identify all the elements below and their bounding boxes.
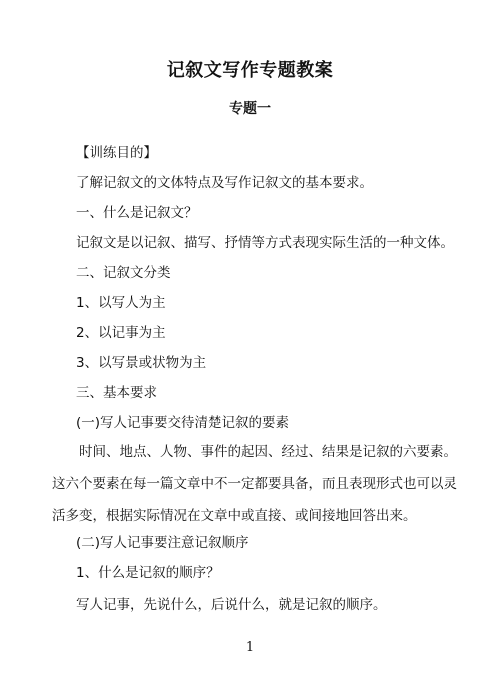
text-line: 了解记叙文的文体特点及写作记叙文的基本要求。 — [76, 175, 373, 191]
subsection-heading: (一)写人记事要交待清楚记叙的要素 — [76, 415, 290, 431]
section-heading-requirements: 三、基本要求 — [76, 385, 157, 401]
section-heading-categories: 二、记叙文分类 — [76, 265, 171, 281]
document-subtitle: 专题一 — [229, 101, 271, 117]
subsection-heading: (二)写人记事要注意记叙顺序 — [76, 535, 249, 551]
text-line: 写人记事，先说什么，后说什么，就是记叙的顺序。 — [76, 597, 387, 613]
document-title: 记叙文写作专题教案 — [166, 60, 334, 81]
page-number: 1 — [245, 640, 255, 655]
list-item: 1、以写人为主 — [76, 295, 166, 311]
section-heading-what-is: 一、什么是记叙文？ — [76, 205, 198, 221]
text-line: 记叙文是以记叙、描写、抒情等方式表现实际生活的一种文体。 — [76, 235, 454, 251]
body-paragraph: 时间、地点、人物、事件的起因、经过、结果是记叙的六要素。这六个要素在每一篇文章中不一定都要具备，而且表现形式也可以灵活多变，根据实际情况在文章中或直接、或间接地回答出来。 — [52, 444, 457, 524]
list-item: 2、以记事为主 — [76, 325, 166, 341]
text-line: 1、什么是记叙的顺序？ — [76, 565, 220, 581]
section-heading-training-goal: 【训练目的】 — [76, 145, 157, 161]
list-item: 3、以写景或状物为主 — [76, 355, 207, 371]
